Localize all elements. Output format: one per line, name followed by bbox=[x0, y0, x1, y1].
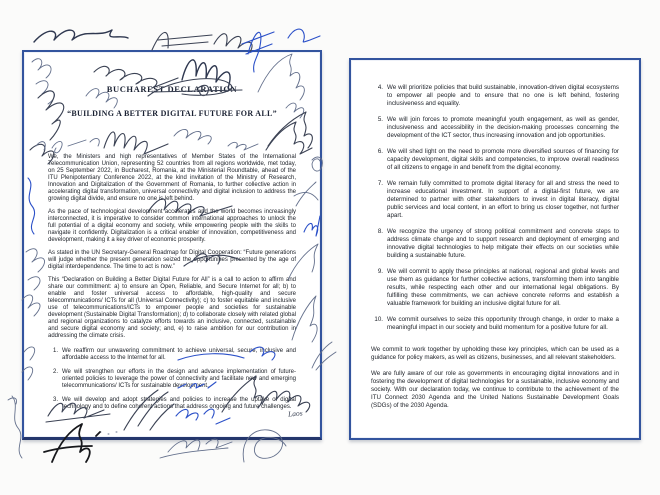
list-item bbox=[371, 84, 619, 108]
list-item-text: We commit ourselves to seize this opportunity through change, in order to make a meaningful impact in our society and build momentum for a positive future for all. bbox=[387, 316, 619, 331]
list-item-number: 3. bbox=[52, 397, 58, 403]
list-item-text: We will join forces to promote meaningful youth engagement, as well as gender, inclusiveness and accessibility in the decision-making processes concerning the development of the ICT sector, thus increasing innovation and job opportunities. bbox=[387, 116, 619, 139]
list-item-number: 10. bbox=[374, 316, 383, 323]
list-item-text: We will shed light on the need to promote more diversified sources of financing for capacity development, digital skills and competencies, to improve overall readiness of all citizens to engage in and benefit from the digital economy. bbox=[387, 148, 619, 171]
commitment-list-4-10 bbox=[371, 84, 619, 332]
list-item-number: 8. bbox=[377, 228, 383, 235]
list-item bbox=[371, 148, 619, 172]
commitment-list-1-3 bbox=[48, 348, 296, 411]
list-item-text: We will commit to apply these principles at national, regional and global levels and use them as guidance for further collective actions, transforming them into tangible results, while respecting each other and our international legal obligations. By fulfilling these commitments, we can achieve concrete reforms and establish a valuable framework for building an inclusive digital future for all. bbox=[387, 268, 619, 307]
list-item bbox=[371, 228, 619, 260]
signature bbox=[34, 30, 128, 42]
closing-paragraph-2: We are fully aware of our role as governments in encouraging digital innovations and in fostering the development of digital technologies for a sustainable, inclusive economy and society. With our declaration today, we continue to contribute to the achievement of the ITU Connect 2030 Agenda and the United Nations Sustainable Development Goals (SDGs) of the 2030 Agenda. bbox=[371, 370, 619, 409]
intro-paragraph-3: As stated in the UN Secretary-General Roadmap for Digital Cooperation: “Future generations will judge whether the present generation seized the opportunities presented by the age of digital interdependence. The time to act is now.” bbox=[48, 250, 296, 270]
page-left-body bbox=[48, 154, 296, 411]
list-item bbox=[371, 180, 619, 220]
intro-paragraph-1: We, the Ministers and high representatives of Member States of the International Telecommunication Union, representing 52 countries from all regions worldwide, met today, on 25 September 2022, in Bucharest, Romania, at the Ministerial Roundtable, ahead of the ITU Plenipotentiary Conference 2022, at the kind invitation of the Ministry of Research, Innovation and Digitalization of the Government of Romania, to further collective action in accelerating digital transformation, universal connectivity and digital inclusion to address the growing digital divide, and ensure no one is left behind. bbox=[48, 154, 296, 202]
list-item-number: 4. bbox=[377, 84, 383, 91]
signature bbox=[160, 439, 232, 458]
closing-paragraph-1: We commit to work together by upholding these key principles, which can be used as a guidance for policy makers, as well as citizens, businesses, and all relevant stakeholders. bbox=[371, 346, 619, 361]
list-item-number: 2. bbox=[52, 369, 58, 375]
list-item bbox=[48, 397, 296, 411]
signature-country-label: Laos bbox=[287, 408, 303, 419]
signature bbox=[8, 396, 22, 458]
list-item-number: 1. bbox=[52, 348, 58, 354]
signature bbox=[152, 32, 212, 50]
list-item-text: We will develop and adopt strategies and policies to increase the uptake of digital technology and to define coherent actions that address ongoing and future challenges. bbox=[62, 397, 296, 410]
list-item bbox=[371, 268, 619, 308]
page-right bbox=[349, 58, 641, 440]
list-item-text: We will strengthen our efforts in the design and advance implementation of future-oriented policies to leverage the power of connectivity and facilitate new and emerging telecommunications/ ICTs for sustainable development. bbox=[62, 369, 296, 389]
list-item-text: We will prioritize policies that build sustainable, innovation-driven digital ecosystems to empower all people and to ensure that no one is left behind, fostering inclusiveness and equality. bbox=[387, 84, 619, 107]
list-item bbox=[48, 348, 296, 362]
list-item-text: We reaffirm our unwavering commitment to achieve universal, secure, inclusive and affordable access to the Internet for all. bbox=[62, 348, 296, 361]
page-subtitle: “BUILDING A BETTER DIGITAL FUTURE FOR ALL” bbox=[67, 109, 277, 118]
list-item-text: We recognize the urgency of strong political commitment and concrete steps to address climate change and to support research and deployment of emerging and innovative digital technologies to help mitigate their effects on our societies while building a sustainable future. bbox=[387, 228, 619, 259]
page-left bbox=[22, 50, 322, 440]
list-item-number: 5. bbox=[377, 116, 383, 123]
list-item bbox=[371, 116, 619, 140]
list-item bbox=[48, 369, 296, 390]
list-item-number: 7. bbox=[377, 180, 383, 187]
page-title: BUCHAREST DECLARATION bbox=[106, 84, 238, 94]
list-item-text: We remain fully committed to promote digital literacy for all and stress the need to increase educational investment. In support of a digital-first future, we are determined to partner with other stakeholders to invest in digital literacy, digital public services and local content, in an effort to bring us closer together, not further apart. bbox=[387, 180, 619, 219]
intro-paragraph-4: This “Declaration on Building a Better Digital Future for All” is a call to action to affirm and share our commitment: a) to ensure an Open, Reliable, and Secure Internet for all; b) to enable and foster universal access to affordable, high-quality and secure telecommunications/ ICTs for all (Universal Connectivity); c) to foster equitable and inclusive use of telecommunications/ICTs to empower people and societies for sustainable development (Sustainable Digital Transformation); d) to collaborate closely with related global and regional organizations to catalyze efforts towards an inclusive, connected, sustainable and secure digital economy and society; and, e) to raise ambition for our contribution in addressing the climate crisis. bbox=[48, 277, 296, 339]
signature bbox=[288, 29, 320, 42]
list-item-number: 9. bbox=[377, 268, 383, 275]
list-item bbox=[371, 316, 619, 332]
list-item-number: 6. bbox=[377, 148, 383, 155]
intro-paragraph-2: As the pace of technological development accelerates and the world becomes increasingly interconnected, it is imperative to consider common international approaches to unlock the full potential of a digital economy and society, while empowering people with the skills to navigate it confidently. Digitalization is a critical enabler of innovation, competitiveness and development, making it a key driver of economic prosperity. bbox=[48, 209, 296, 243]
closing-section bbox=[371, 346, 619, 410]
